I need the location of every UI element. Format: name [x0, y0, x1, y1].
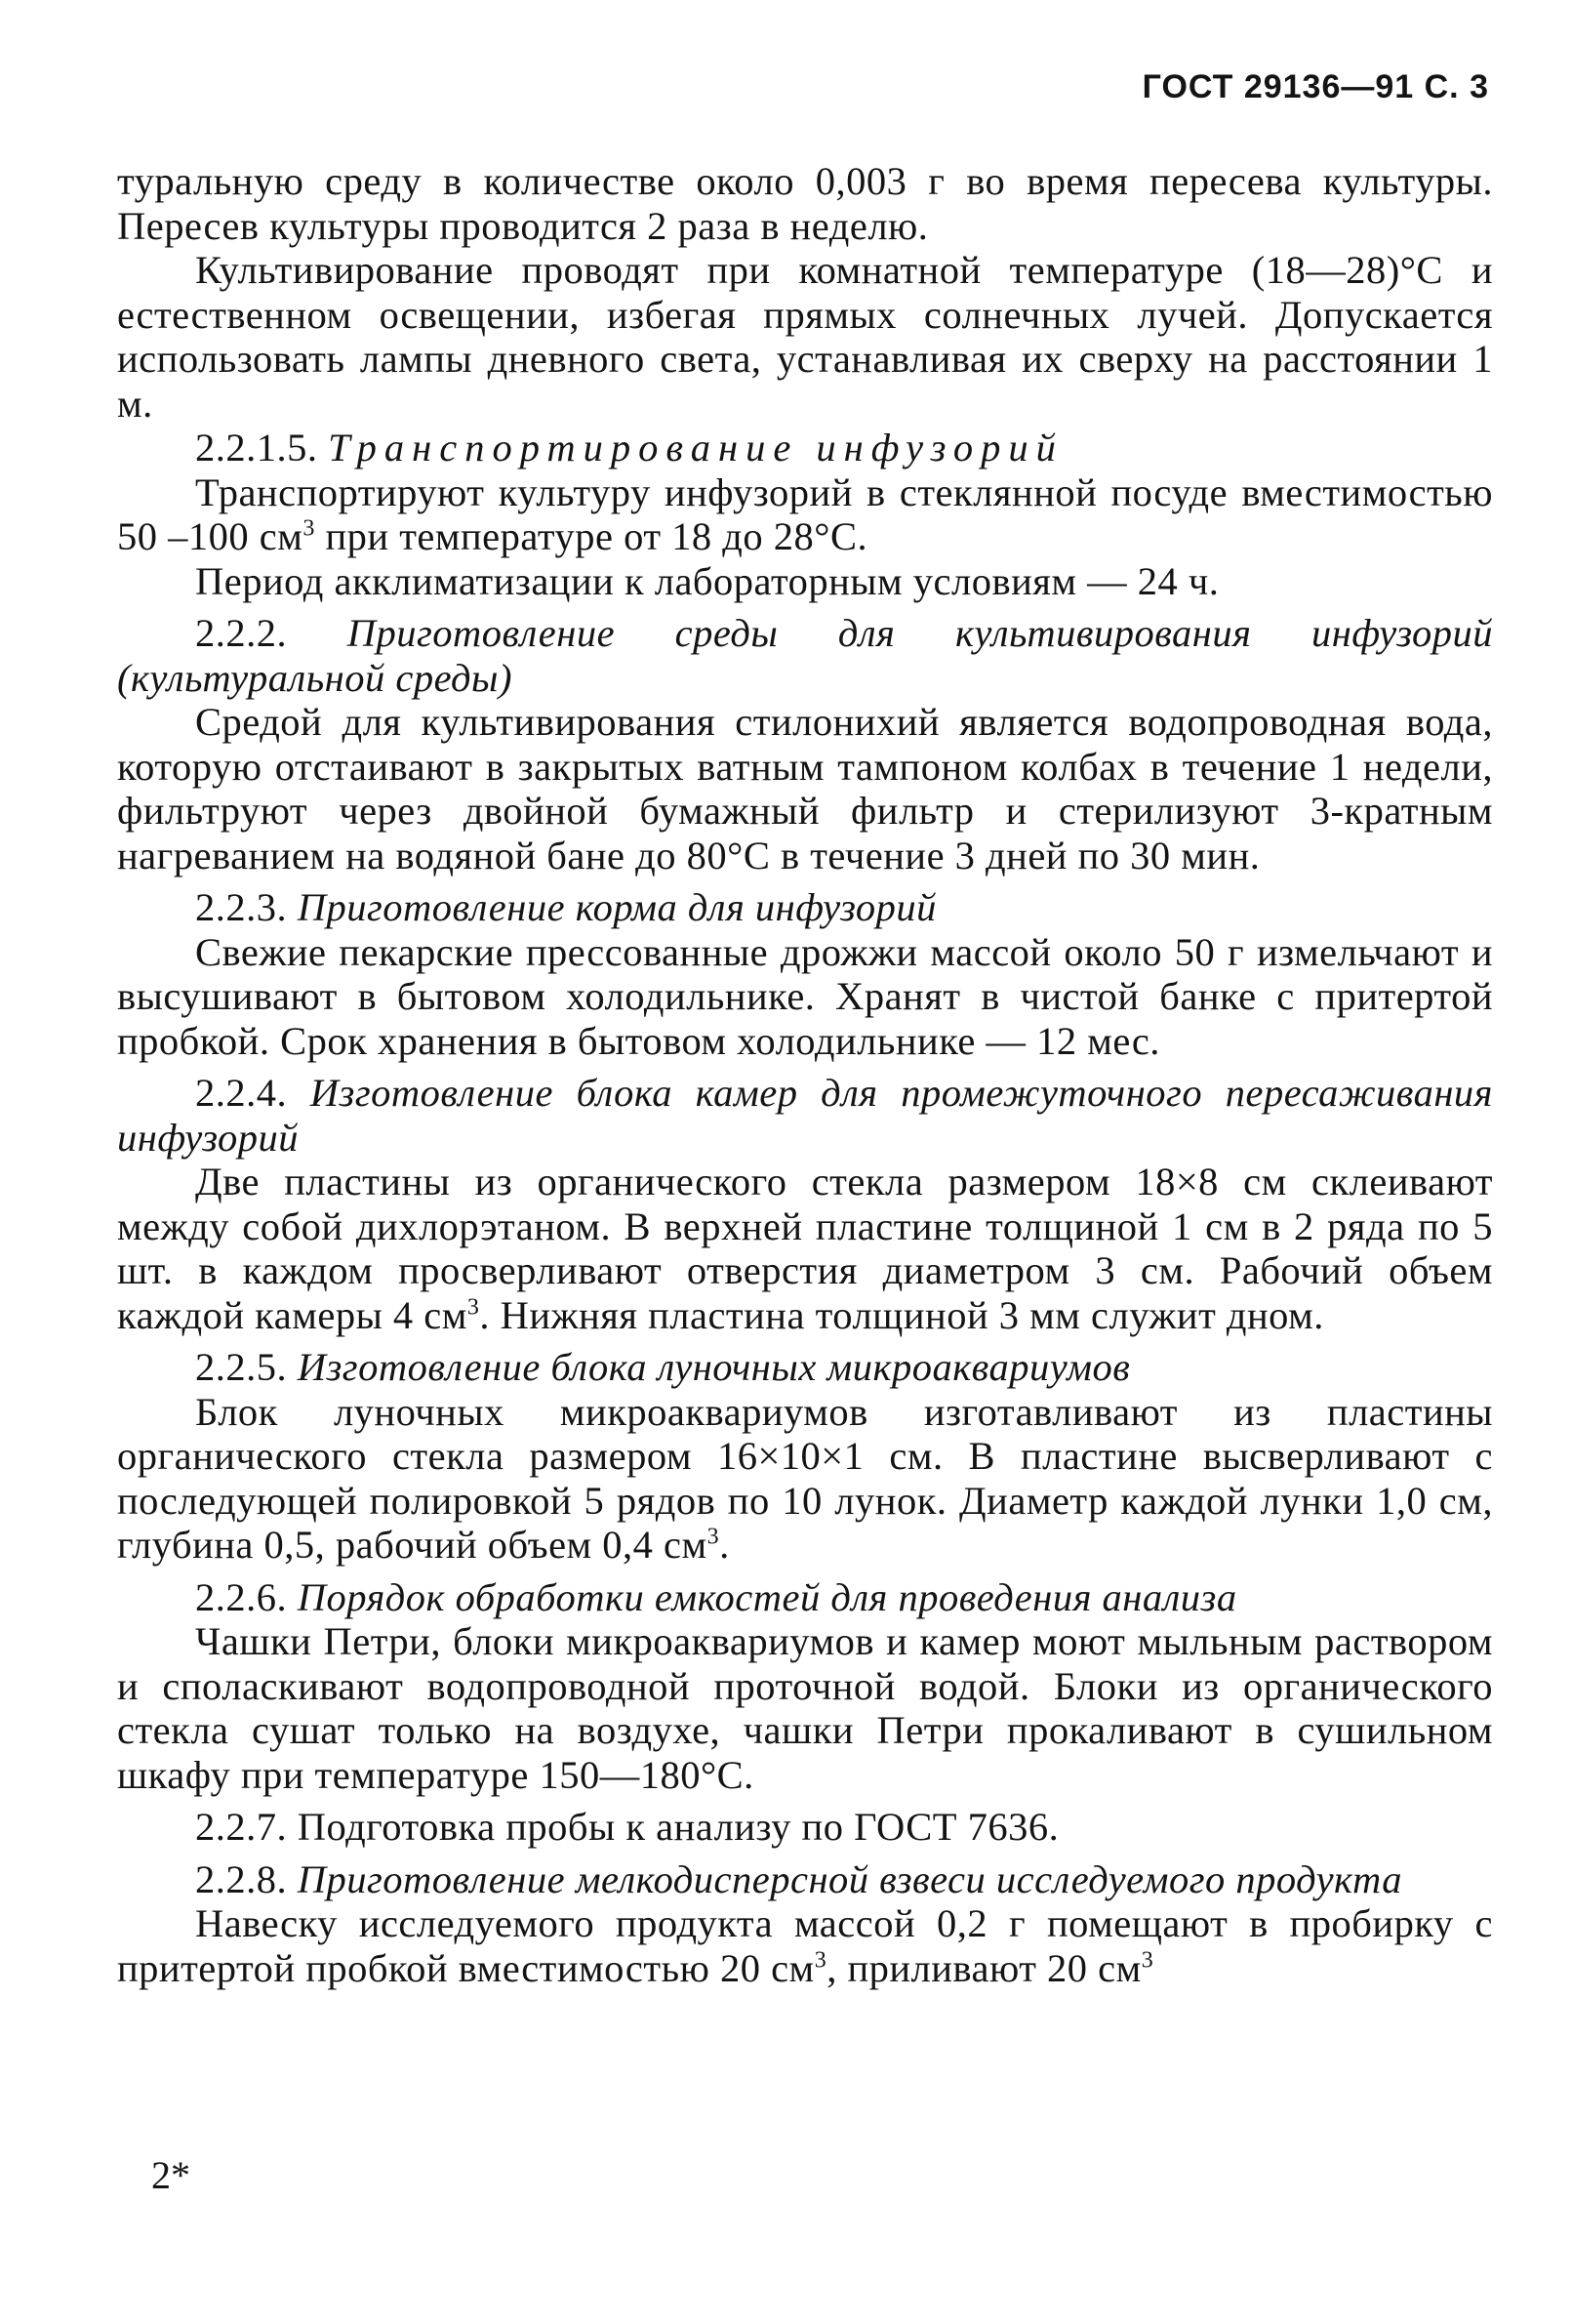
- paragraph-text: Средой для культивирования стилонихий является водопроводная вода, которую отстаивают в закрытых ватным тампоном колбах в течение 1 недели, фильтруют через двойной бумажный фильтр и стерилизуют 3-кратным нагреванием на водяной бане до 80°С в течение 3 дней по 30 мин.: [117, 700, 1493, 877]
- section-number: 2.2.8.: [195, 1856, 288, 1901]
- superscript: 3: [302, 515, 315, 542]
- paragraph-text: .: [719, 1523, 730, 1567]
- superscript: 3: [1141, 1947, 1154, 1973]
- paragraph-transport: [117, 470, 1493, 559]
- paragraph-text: Период акклиматизации к лабораторным условиям — 24 ч.: [195, 558, 1220, 603]
- paragraph-text: Две пластины из органического стекла размером 18×8 см склеивают между собой дихлорэтаном. В верхней пластине толщиной 1 см в 2 ряда по 5 шт. в каждом просверливают отверстия диаметром 3 см. Рабочий объем каждой камеры 4 см: [117, 1160, 1493, 1337]
- superscript: 3: [706, 1524, 720, 1550]
- section-heading-226: [117, 1575, 1493, 1620]
- paragraph-microaquarium: [117, 1390, 1493, 1568]
- section-title: Изготовление блока камер для промежуточного пересаживания инфузорий: [117, 1071, 1493, 1160]
- section-heading-223: [117, 885, 1493, 930]
- paragraph-feed: [117, 930, 1493, 1064]
- section-title: Приготовление среды для культивирования инфузорий (культуральной среды): [117, 611, 1493, 700]
- section-title: Приготовление корма для инфузорий: [297, 885, 937, 929]
- section-title: Приготовление мелкодисперсной взвеси исследуемого продукта: [297, 1856, 1402, 1901]
- paragraph-chamber-block: [117, 1160, 1493, 1337]
- paragraph-text: Блок луночных микроаквариумов изготавливают из пластины органического стекла размером 16×10×1 см. В пластине высверливают с последующей полировкой 5 рядов по 10 лунок. Диаметр каждой лунки 1,0 см, глубина 0,5, рабочий объем 0,4 см: [117, 1389, 1493, 1567]
- body-text: [117, 159, 1493, 1990]
- section-title: Изготовление блока луночных микроаквариумов: [297, 1345, 1131, 1389]
- paragraph-text: Культивирование проводят при комнатной температуре (18—28)°С и естественном освещении, избегая прямых солнечных лучей. Допускается использовать лампы дневного света, устанавливая их сверху на расстоянии 1 м.: [117, 248, 1493, 426]
- paragraph-text: , приливают 20 см: [826, 1945, 1142, 1990]
- paragraph-text: туральную среду в количестве около 0,003 г во время пересева культуры. Пересев культуры проводится 2 раза в неделю.: [117, 159, 1493, 248]
- paragraph-text: . Нижняя пластина толщиной 3 мм служит дном.: [479, 1292, 1324, 1337]
- section-heading-224: [117, 1071, 1493, 1160]
- page-header: ГОСТ 29136—91 С. 3: [1142, 68, 1489, 105]
- paragraph-text: Транспортируют культуру инфузорий в стеклянной посуде вместимостью 50 –100 см: [117, 469, 1493, 558]
- paragraph-text: 2.2.7. Подготовка пробы к анализу по ГОСТ 7636.: [195, 1805, 1060, 1849]
- paragraph-processing: [117, 1619, 1493, 1797]
- section-number: 2.2.3.: [195, 885, 288, 929]
- section-number: 2.2.1.5.: [195, 426, 318, 469]
- section-number: 2.2.2.: [195, 611, 288, 655]
- section-heading-222: [117, 611, 1493, 700]
- section-title: Порядок обработки емкостей для проведения анализа: [297, 1574, 1237, 1619]
- paragraph-suspension: [117, 1901, 1493, 1990]
- paragraph-cultivation: [117, 248, 1493, 426]
- paragraph-sample-prep: [117, 1805, 1493, 1850]
- paragraph-medium: [117, 700, 1493, 877]
- section-number: 2.2.4.: [195, 1071, 288, 1115]
- section-heading-225: [117, 1345, 1493, 1390]
- superscript: 3: [814, 1947, 827, 1973]
- superscript: 3: [466, 1294, 480, 1320]
- section-heading-2215: [117, 426, 1493, 470]
- paragraph-continuation: [117, 159, 1493, 248]
- signature-mark: 2*: [151, 2153, 190, 2197]
- paragraph-text: Свежие пекарские прессованные дрожжи массой около 50 г измельчают и высушивают в бытовом холодильнике. Хранят в чистой банке с притертой пробкой. Срок хранения в бытовом холодильнике — 12 мес.: [117, 929, 1493, 1063]
- section-number: 2.2.6.: [195, 1574, 288, 1619]
- section-heading-228: [117, 1857, 1493, 1902]
- section-title: Транспортирование инфузорий: [328, 426, 1064, 469]
- section-number: 2.2.5.: [195, 1345, 288, 1389]
- paragraph-text: Чашки Петри, блоки микроаквариумов и камер моют мыльным раствором и споласкивают водопроводной проточной водой. Блоки из органического стекла сушат только на воздухе, чашки Петри прокаливают в сушильном шкафу при температуре 150—180°С.: [117, 1619, 1493, 1797]
- paragraph-text: при температуре от 18 до 28°С.: [314, 514, 868, 558]
- paragraph-acclimatization: [117, 559, 1493, 604]
- paragraph-text: Навеску исследуемого продукта массой 0,2 г помещают в пробирку с притертой пробкой вместимостью 20 см: [117, 1901, 1493, 1990]
